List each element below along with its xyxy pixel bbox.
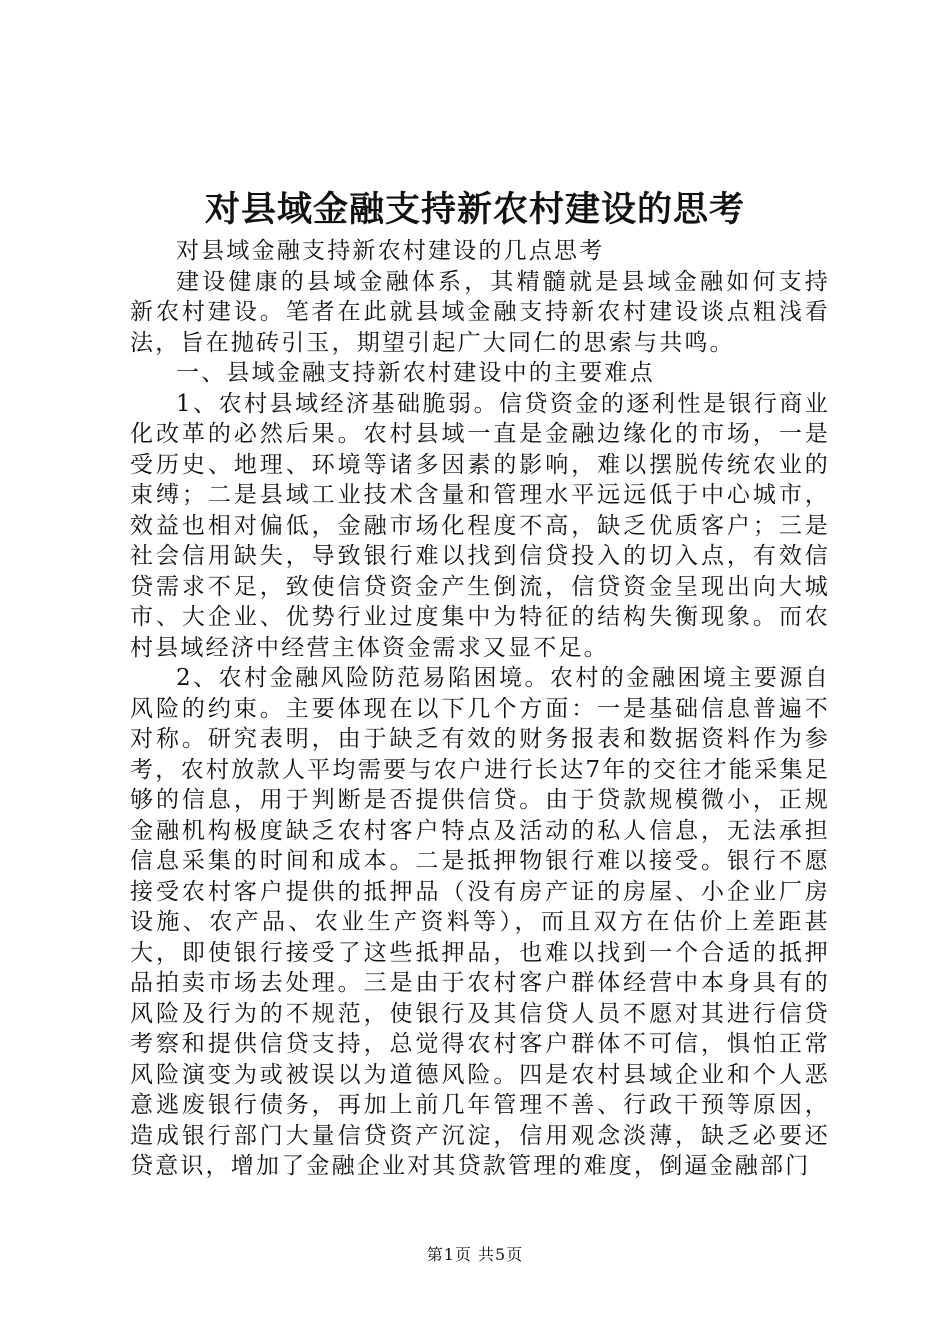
paragraph-point-1: 1、农村县域经济基础脆弱。信贷资金的逐利性是银行商业化改革的必然后果。农村县域一直是金融边缘化的市场，一是受历史、地理、环境等诸多因素的影响，难以摆脱传统农业的束缚；二是县域工业技术含量和管理水平远远低于中心城市，效益也相对偏低，金融市场化程度不高，缺乏优质客户；三是社会信用缺失，导致银行难以找到信贷投入的切入点，有效信贷需求不足，致使信贷资金产生倒流，信贷资金呈现出向大城市、大企业、优势行业过度集中为特征的结构失衡现象。而农村县域经济中经营主体资金需求又显不足。 <box>130 390 830 661</box>
document-title: 对县域金融支持新农村建设的思考 <box>204 189 745 230</box>
document-body <box>130 236 830 1182</box>
paragraph-subtitle: 对县域金融支持新农村建设的几点思考 <box>176 238 605 264</box>
page-footer: 第1页 共5页 <box>426 1245 524 1264</box>
section-heading: 一、县域金融支持新农村建设中的主要难点 <box>176 360 655 386</box>
paragraph-intro: 建设健康的县域金融体系，其精髓就是县域金融如何支持新农村建设。笔者在此就县域金融支持新农村建设谈点粗浅看法，旨在抛砖引玉，期望引起广大同仁的思索与共鸣。 <box>130 268 830 356</box>
paragraph-point-2: 2、农村金融风险防范易陷困境。农村的金融困境主要源自风险的约束。主要体现在以下几个方面：一是基础信息普遍不对称。研究表明，由于缺乏有效的财务报表和数据资料作为参考，农村放款人平均需要与农户进行长达7年的交往才能采集足够的信息，用于判断是否提供信贷。由于贷款规模微小，正规金融机构极度缺乏农村客户特点及活动的私人信息，无法承担信息采集的时间和成本。二是抵押物银行难以接受。银行不愿接受农村客户提供的抵押品（没有房产证的房屋、小企业厂房设施、农产品、农业生产资料等），而且双方在估价上差距甚大，即使银行接受了这些抵押品，也难以找到一个合适的抵押品拍卖市场去处理。三是由于农村客户群体经营中本身具有的风险及行为的不规范，使银行及其信贷人员不愿对其进行信贷考察和提供信贷支持，总觉得农村客户群体不可信，惧怕正常风险演变为或被误以为道德风险。四是农村县域企业和个人恶意逃废银行债务，再加上前几年管理不善、行政干预等原因，造成银行部门大量信贷资产沉淀，信用观念淡薄，缺乏必要还贷意识，增加了金融企业对其贷款管理的难度，倒逼金融部门 <box>130 665 830 1179</box>
